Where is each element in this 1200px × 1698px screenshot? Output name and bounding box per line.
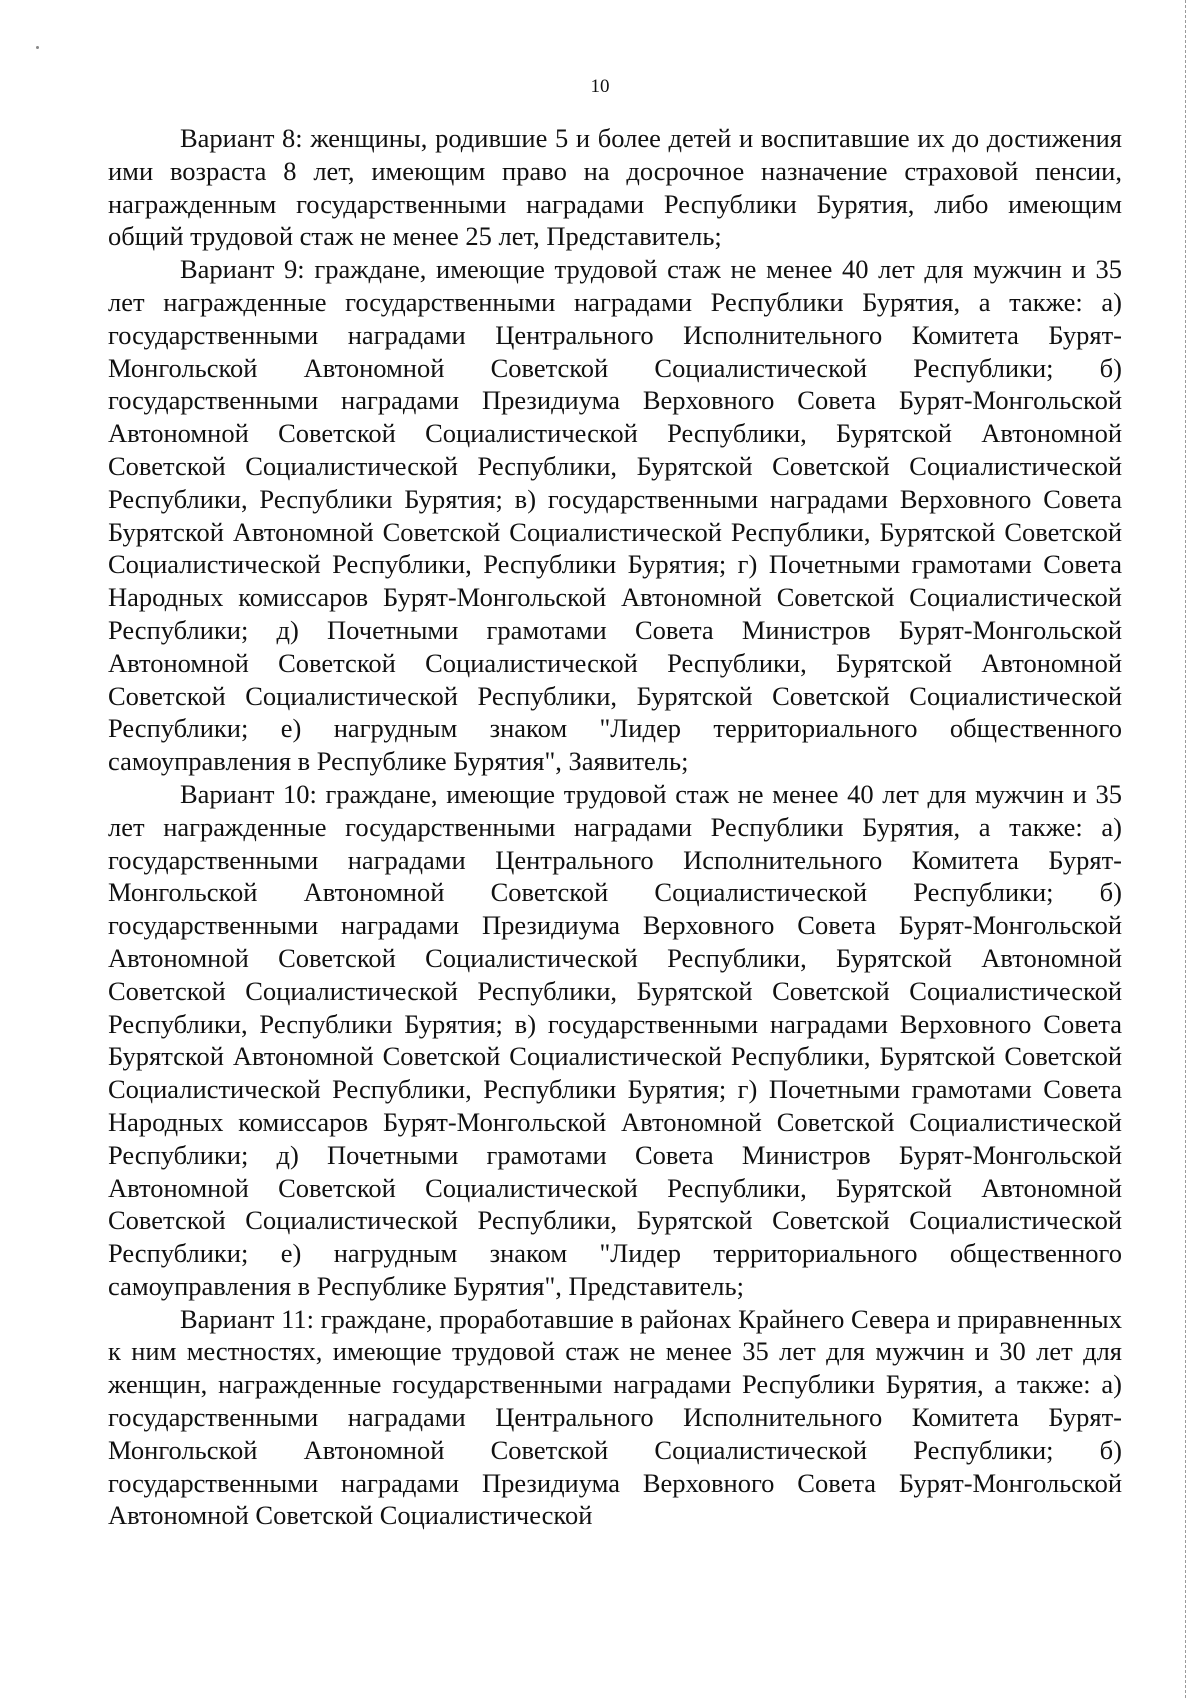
- paragraph-variant-9: Вариант 9: граждане, имеющие трудовой стаж не менее 40 лет для мужчин и 35 лет награжденные государственными наградами Республики Бурятия, а также: а) государственными наградами Центрального Исполнительного Комитета Бурят-Монгольской Автономной Советской Социалистической Республики; б) государственными наградами Президиума Верховного Совета Бурят-Монгольской Автономной Советской Социалистической Республики, Бурятской Автономной Советской Социалистической Республики, Бурятской Советской Социалистической Республики, Республики Бурятия; в) государственными наградами Верховного Совета Бурятской Автономной Советской Социалистической Республики, Бурятской Советской Социалистической Республики, Республики Бурятия; г) Почетными грамотами Совета Народных комиссаров Бурят-Монгольской Автономной Советской Социалистической Республики; д) Почетными грамотами Совета Министров Бурят-Монгольской Автономной Советской Социалистической Республики, Бурятской Автономной Советской Социалистической Республики, Бурятской Советской Социалистической Республики; е) нагрудным знаком "Лидер территориального общественного самоуправления в Республике Бурятия", Заявитель;: [108, 254, 1122, 777]
- paragraph-variant-10: Вариант 10: граждане, имеющие трудовой стаж не менее 40 лет для мужчин и 35 лет награжденные государственными наградами Республики Бурятия, а также: а) государственными наградами Центрального Исполнительного Комитета Бурят-Монгольской Автономной Советской Социалистической Республики; б) государственными наградами Президиума Верховного Совета Бурят-Монгольской Автономной Советской Социалистической Республики, Бурятской Автономной Советской Социалистической Республики, Бурятской Советской Социалистической Республики, Республики Бурятия; в) государственными наградами Верховного Совета Бурятской Автономной Советской Социалистической Республики, Бурятской Советской Социалистической Республики, Республики Бурятия; г) Почетными грамотами Совета Народных комиссаров Бурят-Монгольской Автономной Советской Социалистической Республики; д) Почетными грамотами Совета Министров Бурят-Монгольской Автономной Советской Социалистической Республики, Бурятской Автономной Советской Социалистической Республики, Бурятской Советской Социалистической Республики; е) нагрудным знаком "Лидер территориального общественного самоуправления в Республике Бурятия", Представитель;: [108, 778, 1122, 1301]
- scan-speck: [36, 46, 39, 49]
- paragraph-variant-8: Вариант 8: женщины, родившие 5 и более детей и воспитавшие их до достижения ими возраста 8 лет, имеющим право на досрочное назначение страховой пенсии, награжденным государственными наградами Республики Бурятия, либо имеющим общий трудовой стаж не менее 25 лет, Представитель;: [108, 123, 1122, 252]
- page-number: 10: [590, 76, 610, 97]
- document-body: [108, 122, 1122, 1532]
- scan-edge-line: [1185, 0, 1186, 1698]
- paragraph-variant-11: Вариант 11: граждане, проработавшие в районах Крайнего Севера и приравненных к ним местностях, имеющие трудовой стаж не менее 35 лет для мужчин и 30 лет для женщин, награжденные государственными наградами Республики Бурятия, а также: а) государственными наградами Центрального Исполнительного Комитета Бурят-Монгольской Автономной Советской Социалистической Республики; б) государственными наградами Президиума Верховного Совета Бурят-Монгольской Автономной Советской Социалистической: [108, 1303, 1122, 1531]
